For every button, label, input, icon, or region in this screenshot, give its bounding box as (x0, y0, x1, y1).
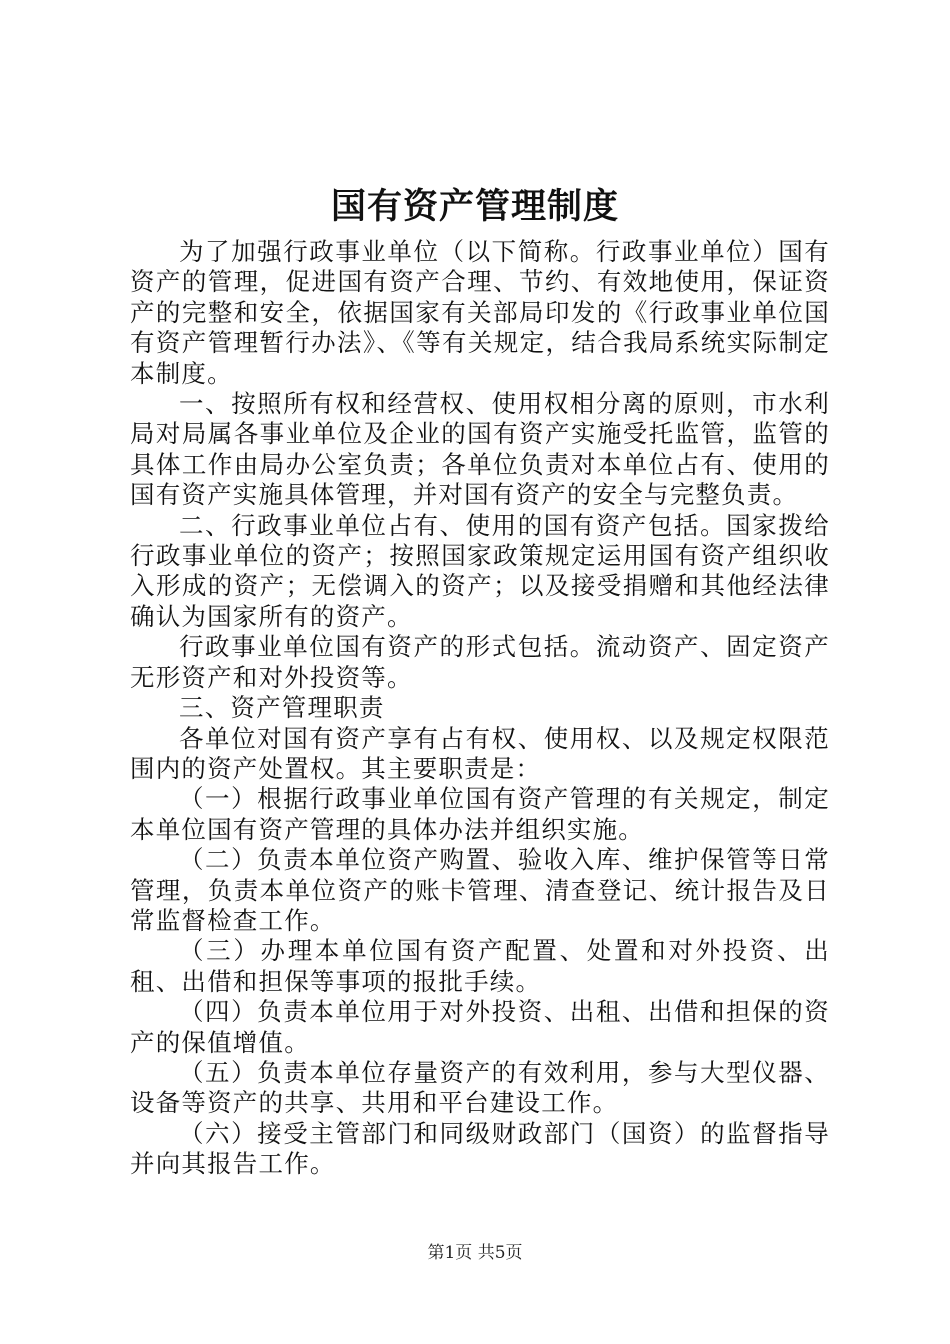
list-item-1: （一）根据行政事业单位国有资产管理的有关规定，制定本单位国有资产管理的具体办法并组织实施。 (130, 784, 830, 844)
list-item-6: （六）接受主管部门和同级财政部门（国资）的监督指导并向其报告工作。 (130, 1118, 830, 1179)
list-item-4: （四）负责本单位用于对外投资、出租、出借和担保的资产的保值增值。 (130, 997, 830, 1057)
list-item-5: （五）负责本单位存量资产的有效利用，参与大型仪器、设备等资产的共享、共用和平台建设工作。 (130, 1057, 830, 1118)
paragraph-asset-forms: 行政事业单位国有资产的形式包括。流动资产、固定资产无形资产和对外投资等。 (130, 632, 830, 692)
heading-section-3: 三、资产管理职责 (179, 693, 385, 723)
paragraph-intro: 为了加强行政事业单位（以下简称。行政事业单位）国有资产的管理，促进国有资产合理、节约、有效地使用，保证资产的完整和安全，依据国家有关部局印发的《行政事业单位国有资产管理暂行办法》、《等有关规定，结合我局系统实际制定本制度。 (130, 237, 830, 388)
page-footer: 第1页 共5页 (427, 1243, 523, 1263)
paragraph-section-2: 二、行政事业单位占有、使用的国有资产包括。国家拨给行政事业单位的资产；按照国家政策规定运用国有资产组织收入形成的资产；无偿调入的资产；以及接受捐赠和其他经法律确认为国家所有的资产。 (130, 510, 830, 631)
paragraph-section-1: 一、按照所有权和经营权、使用权相分离的原则，市水利局对局属各事业单位及企业的国有资产实施受托监管，监管的具体工作由局办公室负责；各单位负责对本单位占有、使用的国有资产实施具体管理，并对国有资产的安全与完整负责。 (130, 389, 830, 510)
document-title: 国有资产管理制度 (330, 186, 619, 227)
document-body (130, 237, 830, 1180)
paragraph-responsibilities-intro: 各单位对国有资产享有占有权、使用权、以及规定权限范围内的资产处置权。其主要职责是： (130, 723, 830, 783)
list-item-3: （三）办理本单位国有资产配置、处置和对外投资、出租、出借和担保等事项的报批手续。 (130, 936, 830, 996)
list-item-2: （二）负责本单位资产购置、验收入库、维护保管等日常管理，负责本单位资产的账卡管理、清查登记、统计报告及日常监督检查工作。 (130, 845, 830, 935)
